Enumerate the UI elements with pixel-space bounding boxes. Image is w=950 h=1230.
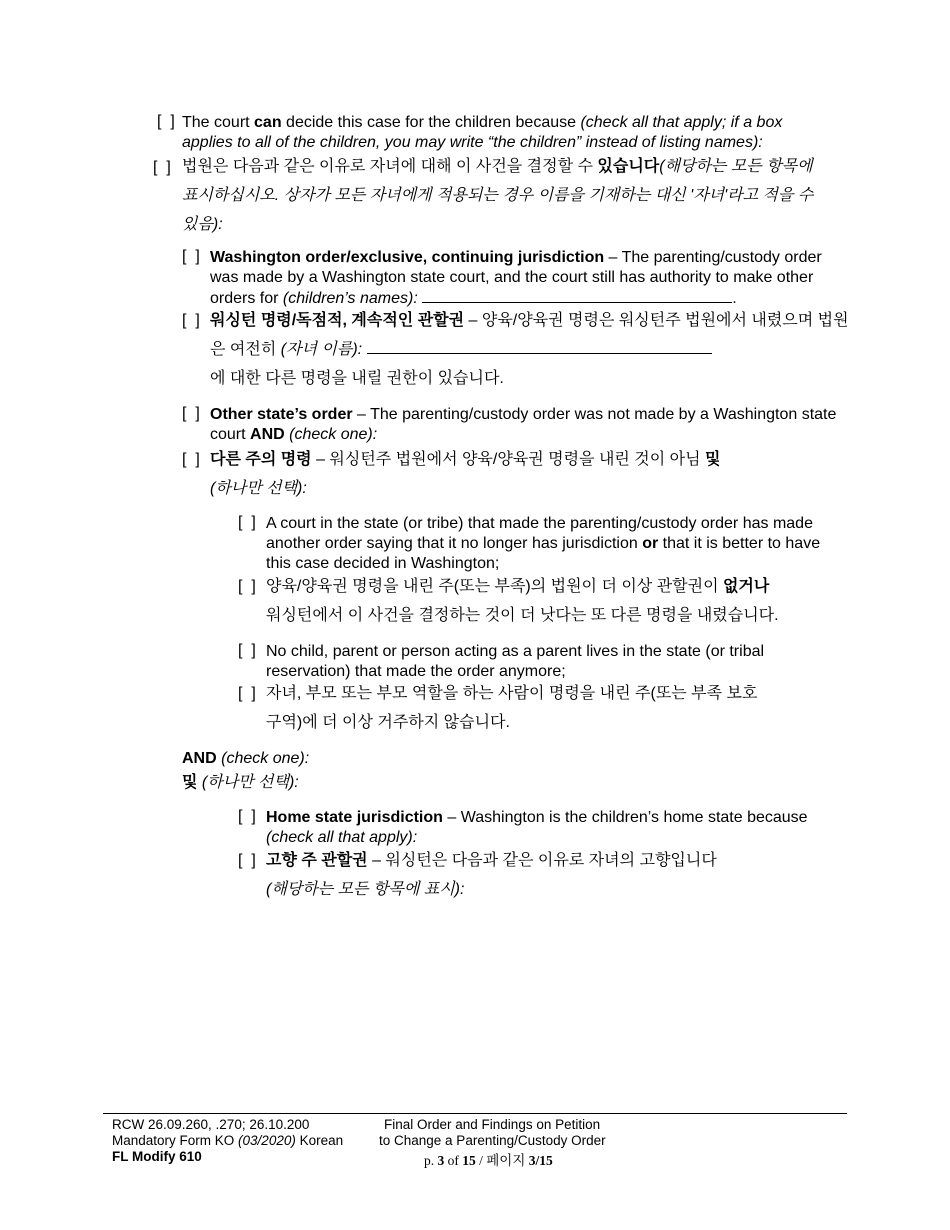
checkbox-court-no-jurisdiction[interactable]: [ ] [238,514,256,531]
no-child-lives-en: No child, parent or person acting as a parent lives in the state (or tribal reservation) that made the order anymore; [266,643,765,680]
court-no-jurisdiction-en: A court in the state (or tribe) that made the parenting/custody order has made another order saying that it no longer has jurisdiction or that it is better to have this case decided in Washington; [266,515,821,572]
checkbox-other-state-order-ko[interactable]: [ ] [182,451,200,468]
checkbox-no-child-lives-ko[interactable]: [ ] [238,685,256,702]
checkbox-other-state-order[interactable]: [ ] [182,405,200,422]
footer-title-1: Final Order and Findings on Petition [384,1117,601,1132]
home-state-en: Home state jurisdiction – Washington is the children’s home state because (check all that apply): [266,809,808,846]
home-state-ko: 고향 주 관할권 – 워싱턴은 다음과 같은 이유로 자녀의 고향입니다 (해당하는 모든 항목에 표시): [266,852,717,898]
other-state-order-en: Other state’s order – The parenting/custody order was not made by a Washington state court AND (check one): [210,406,837,443]
washington-order-ko: 워싱턴 명령/독점적, 계속적인 관할권 – 양육/양육권 명령은 워싱턴주 법원에서 내렸으며 법원은 여전히 (자녀 이름): 에 대한 다른 명령을 내릴 권한이 있습니다. [210,312,849,387]
footer-rcw: RCW 26.09.260, .270; 26.10.200 [112,1117,310,1132]
other-state-order-ko: 다른 주의 명령 – 워싱턴주 법원에서 양육/양육권 명령을 내린 것이 아님 및 (하나만 선택): [210,451,721,497]
and-check-one-en: AND (check one): [182,750,310,767]
checkbox-home-state-ko[interactable]: [ ] [238,852,256,869]
footer-divider [103,1113,847,1114]
checkbox-court-can-decide-ko[interactable]: [ ] [153,159,171,176]
footer-form-id: FL Modify 610 [112,1149,202,1164]
checkbox-home-state[interactable]: [ ] [238,808,256,825]
checkbox-court-can-decide[interactable]: [ ] [157,113,175,130]
footer-page-number: p. 3 of 15 / 페이지 3/15 [424,1153,553,1168]
court-can-decide-en: The court can decide this case for the children because (check all that apply; if a box applies to all of the children, you may write “the children” instead of listing names): [182,114,783,151]
checkbox-court-no-jurisdiction-ko[interactable]: [ ] [238,578,256,595]
checkbox-no-child-lives[interactable]: [ ] [238,642,256,659]
washington-order-en: Washington order/exclusive, continuing jurisdiction – The parenting/custody order was made by a Washington state court, and the court still has authority to make other orders for (children’s names): . [210,249,822,307]
footer-title-2: to Change a Parenting/Custody Order [379,1133,606,1148]
court-can-decide-ko: 법원은 다음과 같은 이유로 자녀에 대해 이 사건을 결정할 수 있습니다(해당하는 모든 항목에 표시하십시오. 상자가 모든 자녀에게 적용되는 경우 이름을 기재하는 대신 '자녀'라고 적을 수 있음): [182,158,814,233]
footer-form-version: Mandatory Form KO (03/2020) Korean [112,1133,344,1148]
checkbox-washington-order-ko[interactable]: [ ] [182,312,200,329]
no-child-lives-ko: 자녀, 부모 또는 부모 역할을 하는 사람이 명령을 내린 주(또는 부족 보호 구역)에 더 이상 거주하지 않습니다. [266,685,758,731]
children-names-field-ko[interactable] [367,339,712,354]
and-check-one-ko: 및 (하나만 선택): [182,774,299,791]
court-no-jurisdiction-ko: 양육/양육권 명령을 내린 주(또는 부족)의 법원이 더 이상 관할권이 없거나 워싱턴에서 이 사건을 결정하는 것이 더 낫다는 또 다른 명령을 내렸습니다. [266,578,779,624]
children-names-field[interactable] [422,288,732,303]
checkbox-washington-order[interactable]: [ ] [182,248,200,265]
